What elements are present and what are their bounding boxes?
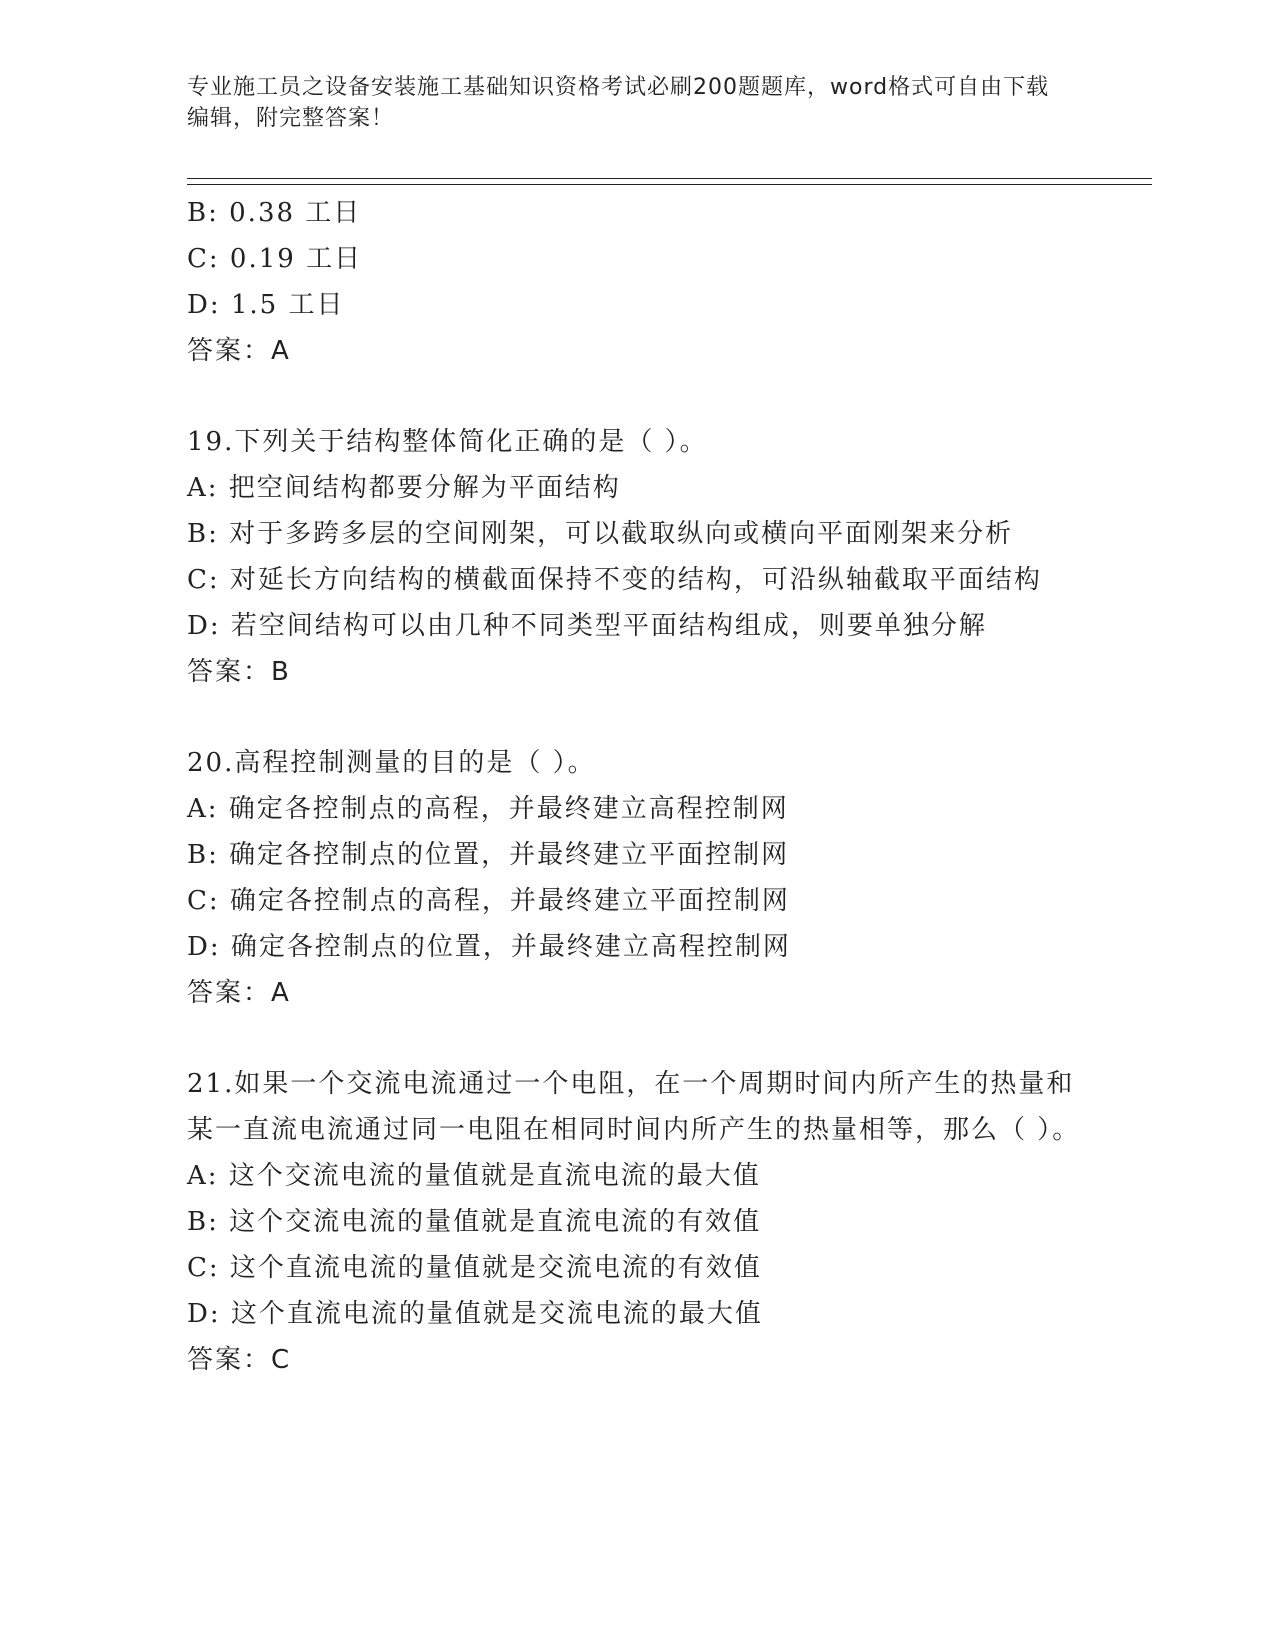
question-block-20 [187,740,1087,1016]
answer-line: 答案：A [187,336,291,366]
answer-line: 答案：C [187,1345,292,1375]
header-divider [187,178,1152,185]
option-b: B: 0.38 工日 [187,198,362,228]
option-b: B: 对于多跨多层的空间刚架，可以截取纵向或横向平面刚架来分析 [187,519,1014,549]
option-c: C: 0.19 工日 [187,244,363,274]
answer-line: 答案：B [187,657,291,687]
option-c: C: 确定各控制点的高程，并最终建立平面控制网 [187,886,790,916]
question-content [187,190,1087,1383]
question-stem: 19.下列关于结构整体简化正确的是（ ）。 [187,427,708,457]
spacer [187,695,1087,740]
spacer [187,374,1087,419]
option-a: A: 确定各控制点的高程，并最终建立高程控制网 [187,794,789,824]
question-stem: 21.如果一个交流电流通过一个电阻，在一个周期时间内所产生的热量和某一直流电流通过同一电阻在相同时间内所产生的热量相等，那么（ ）。 [187,1069,1081,1145]
question-block-18 [187,190,1087,374]
spacer [187,1016,1087,1061]
option-c: C: 对延长方向结构的横截面保持不变的结构，可沿纵轴截取平面结构 [187,565,1042,595]
question-block-19 [187,419,1087,695]
option-d: D: 若空间结构可以由几种不同类型平面结构组成，则要单独分解 [187,611,987,641]
option-a: A: 这个交流电流的量值就是直流电流的最大值 [187,1161,761,1191]
option-b: B: 这个交流电流的量值就是直流电流的有效值 [187,1207,762,1237]
document-header: 专业施工员之设备安装施工基础知识资格考试必刷200题题库，word格式可自由下载编辑，附完整答案！ [187,75,1050,131]
option-d: D: 确定各控制点的位置，并最终建立高程控制网 [187,932,791,962]
option-d: D: 1.5 工日 [187,290,345,320]
option-d: D: 这个直流电流的量值就是交流电流的最大值 [187,1299,763,1329]
question-block-21 [187,1061,1087,1383]
option-b: B: 确定各控制点的位置，并最终建立平面控制网 [187,840,790,870]
option-c: C: 这个直流电流的量值就是交流电流的有效值 [187,1253,762,1283]
option-a: A: 把空间结构都要分解为平面结构 [187,473,621,503]
answer-line: 答案：A [187,978,291,1008]
question-stem: 20.高程控制测量的目的是（ ）。 [187,748,596,778]
